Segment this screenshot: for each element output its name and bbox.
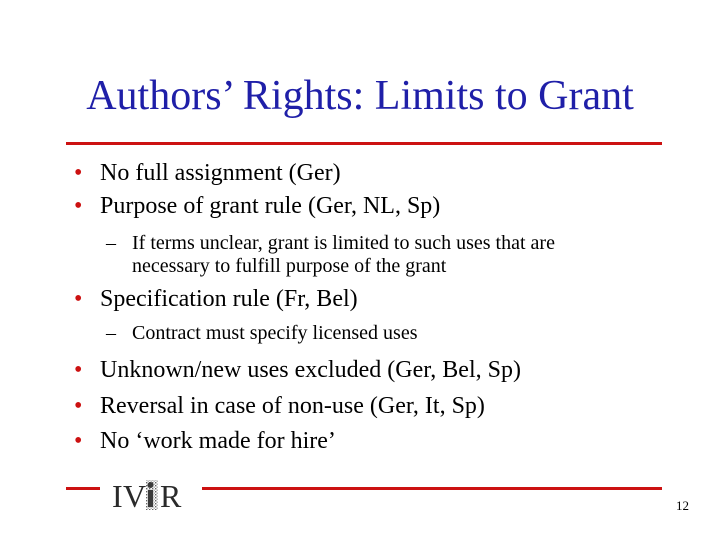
sub-bullet-text: If terms unclear, grant is limited to such uses that are <box>132 232 555 254</box>
svg-text:I: I <box>112 478 123 514</box>
title-divider <box>66 142 662 145</box>
bullet-icon: • <box>74 160 83 186</box>
bullet-text: No ‘work made for hire’ <box>100 428 336 454</box>
footer-divider-left <box>66 487 100 490</box>
bullet-icon: • <box>74 193 83 219</box>
bullet-icon: • <box>74 357 83 383</box>
footer-divider-right <box>202 487 662 490</box>
bullet-text: Specification rule (Fr, Bel) <box>100 286 358 312</box>
sub-bullet-text: Contract must specify licensed uses <box>132 322 418 344</box>
svg-text:V: V <box>123 478 147 514</box>
svg-text:R: R <box>160 478 182 514</box>
dash-icon: – <box>106 232 116 254</box>
sub-bullet-text: necessary to fulfill purpose of the grant <box>132 255 447 277</box>
page-number: 12 <box>676 498 689 513</box>
bullet-icon: • <box>74 428 83 454</box>
bullet-icon: • <box>74 286 83 312</box>
ivir-logo <box>110 476 190 514</box>
bullet-text: No full assignment (Ger) <box>100 160 341 186</box>
bullet-text: Reversal in case of non-use (Ger, It, Sp) <box>100 393 485 419</box>
bullet-icon: • <box>74 393 83 419</box>
slide-title: Authors’ Rights: Limits to Grant <box>86 73 634 119</box>
dash-icon: – <box>106 322 116 344</box>
bullet-text: Unknown/new uses excluded (Ger, Bel, Sp) <box>100 357 521 383</box>
bullet-text: Purpose of grant rule (Ger, NL, Sp) <box>100 193 441 219</box>
